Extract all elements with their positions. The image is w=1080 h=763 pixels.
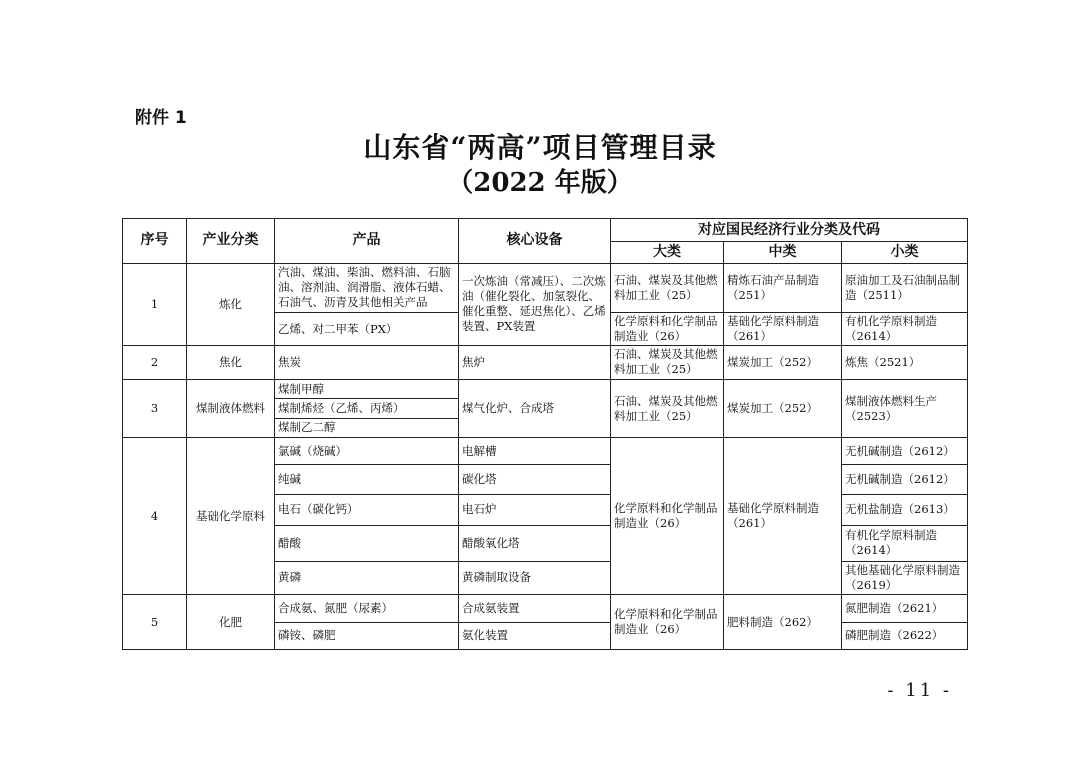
cell-major: 化学原料和化学制品制造业（26） bbox=[611, 595, 724, 650]
cell-medium: 煤炭加工（252） bbox=[724, 345, 842, 379]
cell-minor: 炼焦（2521） bbox=[842, 345, 968, 379]
cell-minor: 无机盐制造（2613） bbox=[842, 494, 968, 525]
cell-medium: 精炼石油产品制造（251） bbox=[724, 263, 842, 313]
cell-category: 基础化学原料 bbox=[187, 437, 275, 594]
cell-seq: 2 bbox=[123, 345, 187, 379]
cell-equipment: 煤气化炉、合成塔 bbox=[459, 380, 611, 438]
cell-product: 煤制烯烃（乙烯、丙烯） bbox=[275, 399, 459, 418]
cell-equipment: 氨化装置 bbox=[459, 622, 611, 649]
cell-product: 合成氨、氮肥（尿素） bbox=[275, 595, 459, 622]
cell-product: 电石（碳化钙） bbox=[275, 494, 459, 525]
header-medium: 中类 bbox=[724, 242, 842, 263]
header-seq: 序号 bbox=[123, 219, 187, 264]
cell-seq: 1 bbox=[123, 263, 187, 345]
table-row bbox=[123, 595, 968, 622]
cell-equipment: 黄磷制取设备 bbox=[459, 561, 611, 594]
cell-product: 纯碱 bbox=[275, 465, 459, 494]
cell-equipment: 一次炼油（常减压）、二次炼油（催化裂化、加氢裂化、催化重整、延迟焦化）、乙烯装置、PX装置 bbox=[459, 263, 611, 345]
cell-equipment: 碳化塔 bbox=[459, 465, 611, 494]
cell-product: 氯碱（烧碱） bbox=[275, 437, 459, 464]
cell-medium: 基础化学原料制造（261） bbox=[724, 313, 842, 345]
cell-equipment: 合成氨装置 bbox=[459, 595, 611, 622]
table-row bbox=[123, 263, 968, 313]
header-product: 产品 bbox=[275, 219, 459, 264]
cell-product: 醋酸 bbox=[275, 526, 459, 561]
cell-product: 煤制甲醇 bbox=[275, 380, 459, 399]
table-row bbox=[123, 380, 968, 399]
cell-major: 石油、煤炭及其他燃料加工业（25） bbox=[611, 345, 724, 379]
cell-product: 焦炭 bbox=[275, 345, 459, 379]
cell-major: 石油、煤炭及其他燃料加工业（25） bbox=[611, 263, 724, 313]
cell-minor: 其他基础化学原料制造（2619） bbox=[842, 561, 968, 594]
cell-product: 乙烯、对二甲苯（PX） bbox=[275, 313, 459, 345]
cell-category: 煤制液体燃料 bbox=[187, 380, 275, 438]
cell-major: 石油、煤炭及其他燃料加工业（25） bbox=[611, 380, 724, 438]
table-row bbox=[123, 437, 968, 464]
cell-minor: 氮肥制造（2621） bbox=[842, 595, 968, 622]
cell-seq: 3 bbox=[123, 380, 187, 438]
cell-equipment: 电石炉 bbox=[459, 494, 611, 525]
cell-major: 化学原料和化学制品制造业（26） bbox=[611, 313, 724, 345]
page-number: - 11 - bbox=[887, 680, 952, 701]
cell-product: 煤制乙二醇 bbox=[275, 418, 459, 437]
attachment-label: 附件 1 bbox=[135, 108, 187, 128]
cell-minor: 无机碱制造（2612） bbox=[842, 465, 968, 494]
cell-category: 炼化 bbox=[187, 263, 275, 345]
cell-minor: 有机化学原料制造（2614） bbox=[842, 526, 968, 561]
header-equipment: 核心设备 bbox=[459, 219, 611, 264]
header-minor: 小类 bbox=[842, 242, 968, 263]
header-category: 产业分类 bbox=[187, 219, 275, 264]
cell-minor: 无机碱制造（2612） bbox=[842, 437, 968, 464]
cell-medium: 基础化学原料制造（261） bbox=[724, 437, 842, 594]
cell-product: 黄磷 bbox=[275, 561, 459, 594]
cell-minor: 煤制液体燃料生产（2523） bbox=[842, 380, 968, 438]
cell-product: 磷铵、磷肥 bbox=[275, 622, 459, 649]
cell-medium: 煤炭加工（252） bbox=[724, 380, 842, 438]
table-row bbox=[123, 345, 968, 379]
cell-minor: 磷肥制造（2622） bbox=[842, 622, 968, 649]
document-title: 山东省“两高”项目管理目录 bbox=[363, 131, 717, 164]
cell-seq: 5 bbox=[123, 595, 187, 650]
cell-major: 化学原料和化学制品制造业（26） bbox=[611, 437, 724, 594]
header-industry-group: 对应国民经济行业分类及代码 bbox=[611, 219, 968, 242]
cell-minor: 有机化学原料制造（2614） bbox=[842, 313, 968, 345]
cell-minor: 原油加工及石油制品制造（2511） bbox=[842, 263, 968, 313]
cell-seq: 4 bbox=[123, 437, 187, 594]
project-catalog-table bbox=[122, 218, 968, 650]
cell-category: 化肥 bbox=[187, 595, 275, 650]
cell-medium: 肥料制造（262） bbox=[724, 595, 842, 650]
cell-category: 焦化 bbox=[187, 345, 275, 379]
cell-equipment: 焦炉 bbox=[459, 345, 611, 379]
cell-product: 汽油、煤油、柴油、燃料油、石脑油、溶剂油、润滑脂、液体石蜡、石油气、沥青及其他相关产品 bbox=[275, 263, 459, 313]
header-major: 大类 bbox=[611, 242, 724, 263]
cell-equipment: 醋酸氧化塔 bbox=[459, 526, 611, 561]
cell-equipment: 电解槽 bbox=[459, 437, 611, 464]
document-subtitle: （2022 年版） bbox=[447, 168, 633, 198]
